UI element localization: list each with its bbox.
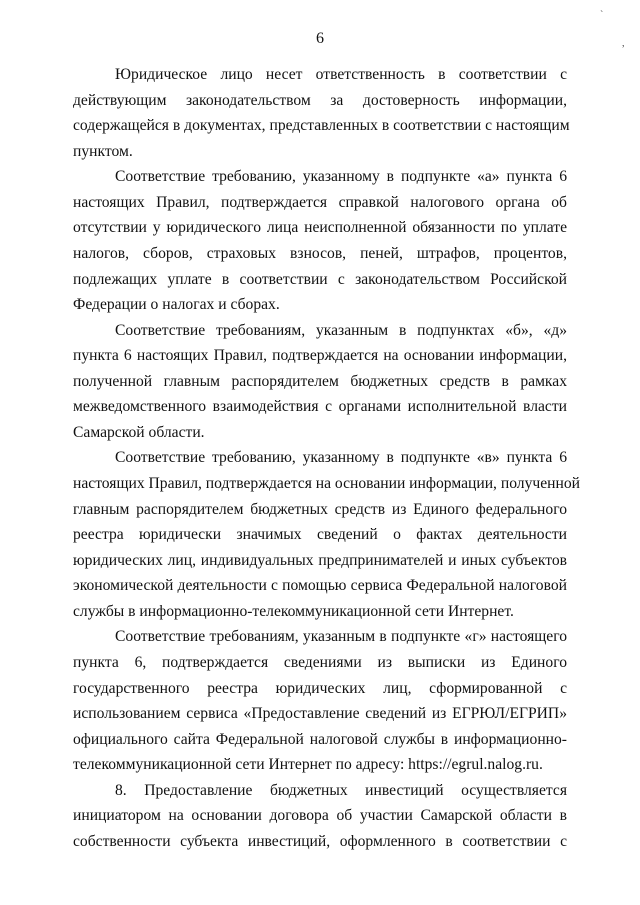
text-line: содержащейся в документах, представленных в соответствии с настоящим [73, 117, 570, 135]
text-line: действующим законодательством за достоверность информации, [73, 91, 567, 109]
paragraph [73, 164, 567, 317]
text-line: пункта 6 настоящих Правил, подтверждается на основании информации, [73, 347, 567, 365]
text-line: телекоммуникационной сети Интернет по адресу: https://egrul.nalog.ru. [73, 756, 543, 774]
text-line: Юридическое лицо несет ответственность в соответствии с [115, 66, 567, 83]
text-line: Федерации о налогах и сборах. [73, 296, 280, 314]
text-line: Соответствие требованию, указанному в подпункте «а» пункта 6 [115, 168, 567, 186]
text-line: пункта 6, подтверждается сведениями из выписки из Единого [73, 653, 567, 671]
page-number: 6 [316, 30, 324, 47]
text-line: инициатором на основании договора об участии Самарской области в [73, 807, 567, 825]
paragraph [73, 445, 580, 624]
text-line: 8. Предоставление бюджетных инвестиций осуществляется [115, 781, 567, 799]
document-body [73, 62, 580, 854]
text-line: подлежащих уплате в соответствии с законодательством Российской [73, 270, 567, 288]
text-line: настоящих Правил, подтверждается справкой налогового органа об [73, 193, 567, 211]
text-line: службы в информационно-телекоммуникационной сети Интернет. [73, 602, 514, 620]
paragraph [73, 62, 570, 164]
text-line: полученной главным распорядителем бюджетных средств в рамках [73, 372, 567, 390]
text-line: налогов, сборов, страховых взносов, пеней, штрафов, процентов, [73, 244, 567, 262]
text-line: официального сайта Федеральной налоговой службы в информационно- [73, 730, 567, 748]
paragraph [73, 624, 567, 777]
text-line: отсутствии у юридического лица неисполненной обязанности по уплате [73, 219, 567, 237]
scan-speck: , [622, 38, 625, 49]
text-line: Самарской области. [73, 423, 205, 441]
text-line: Соответствие требованию, указанному в подпункте «в» пункта 6 [115, 449, 567, 467]
text-line: экономической деятельности с помощью сервиса Федеральной налоговой [73, 577, 567, 595]
text-line: государственного реестра юридических лиц, сформированной с [73, 679, 567, 697]
text-line: Соответствие требованиям, указанным в подпунктах «б», «д» [115, 321, 567, 339]
text-line: межведомственного взаимодействия с органами исполнительной власти [73, 398, 567, 416]
paragraph [73, 778, 567, 855]
text-line: использованием сервиса «Предоставление сведений из ЕГРЮЛ/ЕГРИП» [73, 705, 567, 723]
text-line: Соответствие требованиям, указанным в подпункте «г» настоящего [115, 628, 567, 646]
text-line: пунктом. [73, 142, 133, 160]
text-line: настоящих Правил, подтверждается на основании информации, полученной [73, 475, 580, 492]
text-line: реестра юридически значимых сведений о фактах деятельности [73, 526, 567, 544]
text-line: главным распорядителем бюджетных средств из Единого федерального [73, 500, 567, 518]
scan-speck: ˋ [600, 10, 604, 21]
paragraph [73, 318, 567, 446]
text-line: юридических лиц, индивидуальных предпринимателей и иных субъектов [73, 551, 567, 569]
text-line: собственности субъекта инвестиций, оформленного в соответствии с [73, 832, 567, 850]
